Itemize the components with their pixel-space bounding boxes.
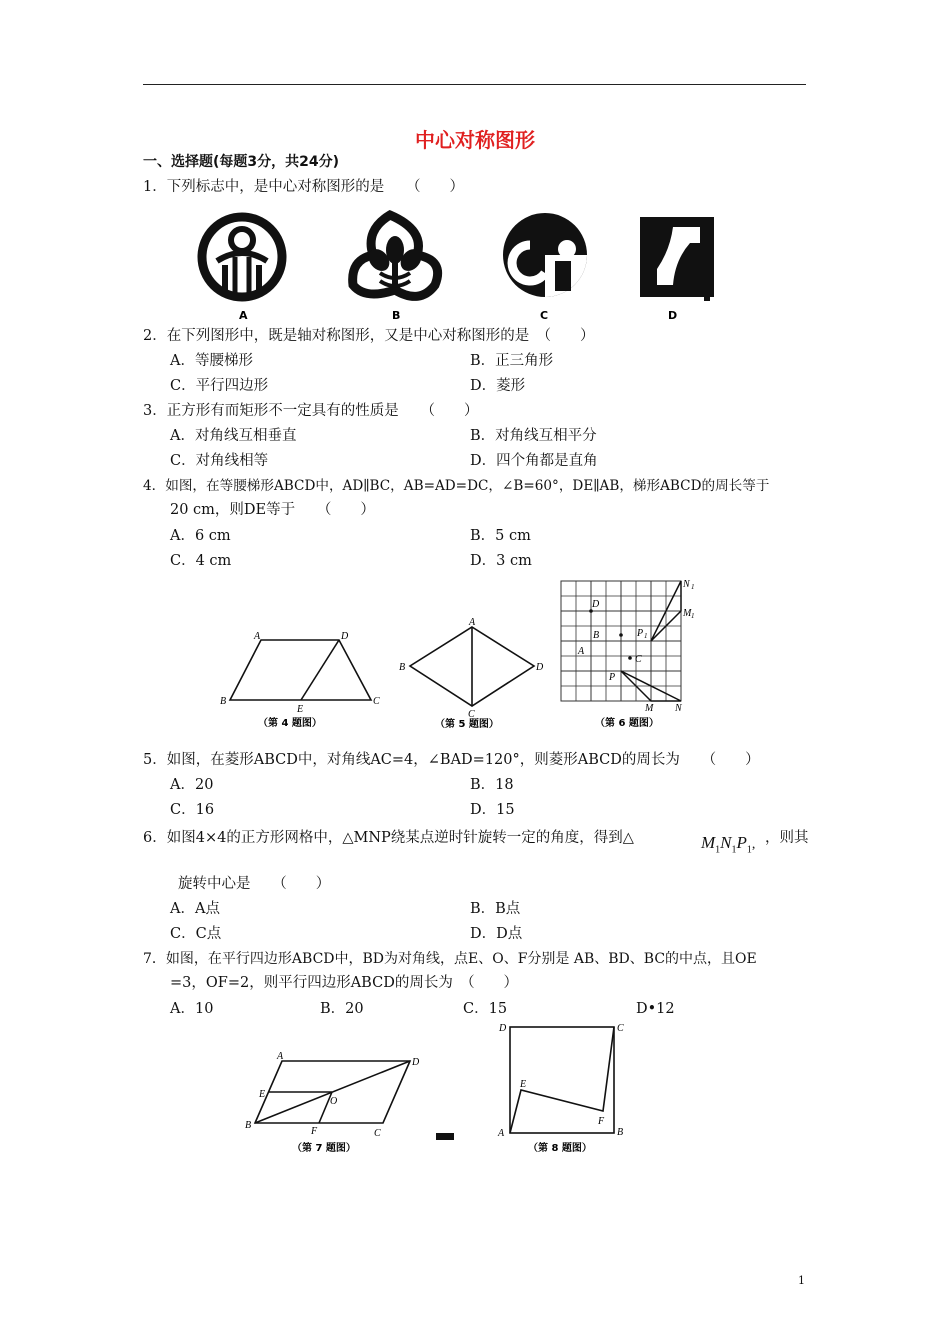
q5-option-d: D．15 [470,802,515,818]
fig5-label-b: B [399,662,406,673]
q5-option-a: A．20 [170,777,214,793]
logo-a [202,217,282,297]
q4-option-a: A．6 cm [170,528,231,544]
q6-math-m1n1p1: $M_1N_1P_1$, [701,833,756,856]
fig7-label-b: B [245,1120,252,1131]
q6-option-d: D．D点 [470,926,523,942]
q3-option-a: A．对角线互相垂直 [170,428,297,444]
fig8-caption: （第 8 题图） [528,1143,592,1154]
section-heading: 一、选择题(每题3分，共24分) [143,154,340,170]
fig6-label-p: P [609,672,616,683]
logo-label-c: C [540,309,549,322]
fig8-label-f: F [598,1116,605,1127]
fig4-label-e: E [297,704,304,715]
question-2-stem: 2．在下列图形中，既是轴对称图形，又是中心对称图形的是 （ ） [143,328,595,344]
fig6-label-n1: N [683,579,690,590]
fig8-label-a: A [498,1128,505,1139]
logo-label-a: A [239,309,248,322]
fig8-label-d: D [499,1023,507,1034]
logo-d [640,217,714,301]
fig6-label-d: D [592,599,600,610]
figure-7 [240,1045,430,1157]
fig4-label-b: B [220,696,227,707]
q5-option-b: B．18 [470,777,514,793]
page-title: 中心对称图形 [415,128,535,152]
q7-option-b: B．20 [320,1001,364,1017]
q7-option-d: D•12 [636,1001,675,1017]
logo-label-d: D [668,309,678,322]
question-1-stem: 1．下列标志中，是中心对称图形的是 （ ） [143,179,464,195]
fig5-caption: （第 5 题图） [435,719,499,730]
question-7-stem-cont: =3，OF=2，则平行四边形ABCD的周长为 （ ） [170,975,519,991]
page-number: 1 [798,1274,805,1287]
fig8-label-c: C [617,1023,624,1034]
q2-option-a: A．等腰梯形 [170,353,253,369]
fig6-label-n: N [675,703,682,714]
q6-option-b: B．B点 [470,901,521,917]
fig6-sub-n1: 1 [691,583,695,591]
question-4-stem: 4．如图，在等腰梯形ABCD中，AD∥BC，AB=AD=DC，∠B=60°，DE∥AB，梯形ABCD的周长等于 [143,478,770,494]
logo-c [503,213,587,297]
fig4-caption: （第 4 题图） [258,718,322,729]
q2-option-d: D．菱形 [470,378,526,394]
fig7-label-o: O [330,1096,338,1107]
question-5-stem: 5．如图，在菱形ABCD中，对角线AC=4，∠BAD=120°，则菱形ABCD的周长为 （ ） [143,752,760,768]
fig7-label-f: F [311,1126,318,1137]
q2-option-c: C．平行四边形 [170,378,269,394]
fig6-label-b: B [593,630,600,641]
fig6-sub-m1: 1 [691,612,695,620]
fig5-label-c: C [468,709,475,720]
fig4-label-a: A [254,631,261,642]
header-rule [143,84,806,85]
fig7-caption: （第 7 题图） [292,1143,356,1154]
question-4-stem-cont: 20 cm，则DE等于 （ ） [170,502,375,518]
q5-option-c: C．16 [170,802,215,818]
q3-option-c: C．对角线相等 [170,453,269,469]
fig7-label-e: E [259,1089,266,1100]
q3-option-d: D．四个角都是直角 [470,453,598,469]
q2-option-b: B．正三角形 [470,353,554,369]
q4-option-b: B．5 cm [470,528,531,544]
fig7-label-a: A [277,1051,284,1062]
fig6-label-c: C [635,654,642,665]
fig5-label-a: A [469,617,476,628]
q6-option-c: C．C点 [170,926,222,942]
fig8-label-e: E [520,1079,527,1090]
fig4-label-d: D [341,631,349,642]
fig6-sub-p1: 1 [644,632,648,640]
question-3-stem: 3．正方形有而矩形不一定具有的性质是 （ ） [143,403,479,419]
fig8-label-b: B [617,1127,624,1138]
fig7-label-d: D [412,1057,420,1068]
q6-option-a: A．A点 [170,901,220,917]
fig6-label-m: M [645,703,654,714]
logo-b [353,215,438,296]
figure-8 [493,1018,633,1158]
q4-option-d: D．3 cm [470,553,532,569]
fig5-label-d: D [536,662,544,673]
figure-6 [555,576,705,734]
question-6-stem: 6．如图4×4的正方形网格中，△MNP绕某点逆时针旋转一定的角度，得到△ [143,830,634,846]
fig6-label-p1: P [637,628,644,639]
question-7-stem: 7．如图，在平行四边形ABCD中，BD为对角线，点E、O、F分别是 AB、BD、BC的中点，且OE [143,951,757,967]
question-6-stem-tail: ，则其 [765,830,809,846]
q3-option-b: B．对角线互相平分 [470,428,597,444]
fig6-label-m1: M [683,608,692,619]
q4-option-c: C．4 cm [170,553,232,569]
logo-figure [195,205,725,325]
fig7-label-c: C [374,1128,381,1139]
figure-4 [215,628,390,733]
q7-option-a: A．10 [170,1001,214,1017]
q7-option-c: C．15 [463,1001,508,1017]
scan-artifact [436,1133,454,1140]
fig6-label-a: A [578,646,585,657]
figure-5 [395,614,555,734]
logo-label-b: B [392,309,401,322]
question-6-stem-cont: 旋转中心是 （ ） [178,876,331,892]
fig6-caption: （第 6 题图） [595,718,659,729]
fig4-label-c: C [373,696,380,707]
